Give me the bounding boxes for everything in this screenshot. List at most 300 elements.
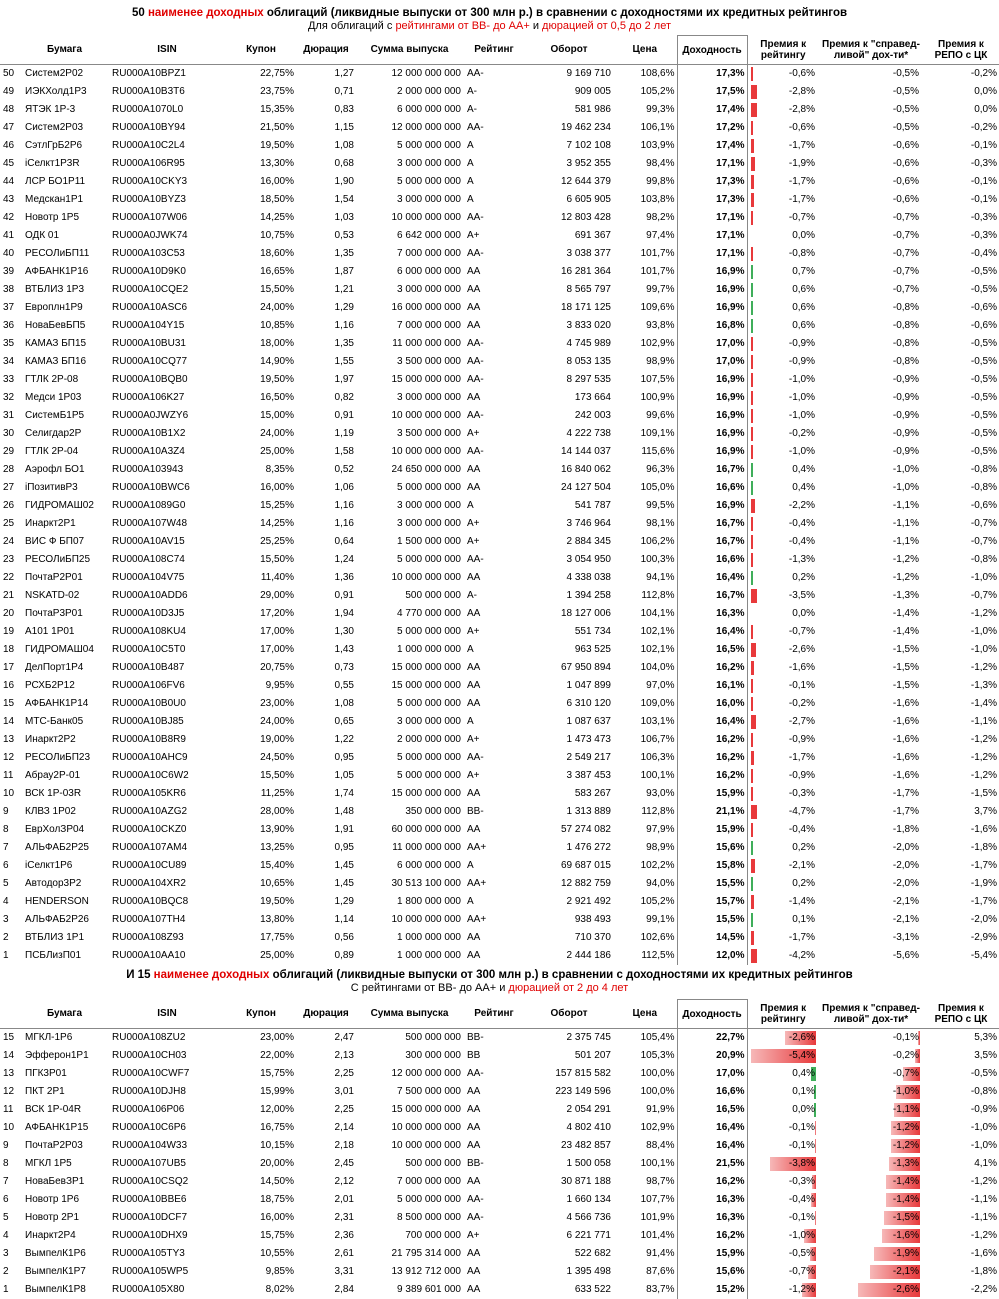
premium-value: 0,6% <box>792 302 815 313</box>
premium-bar <box>751 139 755 153</box>
cell-bond-name: Систем2Р02 <box>25 68 84 79</box>
cell-bond-name: Инаркт2Р4 <box>25 1230 76 1241</box>
cell-rating-premium <box>747 785 819 803</box>
cell-fair-yield-premium: -0,9% <box>892 374 919 385</box>
cell-isin: RU000A106K27 <box>112 392 185 403</box>
table-row <box>0 83 999 101</box>
cell-rating-premium <box>747 479 819 497</box>
cell-duration: 0,89 <box>334 950 354 961</box>
cell-yield: 15,9% <box>677 785 747 803</box>
cell-row-number: 14 <box>3 1050 15 1061</box>
cell-yield: 16,0% <box>677 695 747 713</box>
cell-coupon: 19,00% <box>260 734 294 745</box>
premium-value: 0,1% <box>792 914 815 925</box>
cell-rating: AA <box>467 1104 481 1115</box>
cell-fair-yield-premium <box>819 1047 923 1065</box>
cell-issue-size: 1 000 000 000 <box>397 932 461 943</box>
premium-bar <box>751 193 755 207</box>
cell-price: 100,3% <box>640 554 675 565</box>
cell-yield: 15,5% <box>677 911 747 929</box>
cell-rating-premium <box>747 245 819 263</box>
premium-bar <box>751 517 753 531</box>
cell-bond-name: ИЭКХолд1Р3 <box>25 86 87 97</box>
cell-price: 94,0% <box>646 878 675 889</box>
cell-yield: 16,9% <box>677 425 747 443</box>
cell-duration: 1,15 <box>334 122 354 133</box>
premium-bar <box>751 625 753 639</box>
section2-title-post: облигаций (ликвидные выпуски от 300 млн р.) в сравнении с доходностями их кредитных рейтингов <box>269 969 853 981</box>
cell-issue-size: 9 389 601 000 <box>397 1284 461 1295</box>
cell-isin: RU000A107TH4 <box>112 914 186 925</box>
cell-bond-name: ВымпелК1Р7 <box>25 1266 86 1277</box>
cell-duration: 1,22 <box>334 734 354 745</box>
cell-repo-premium: 0,0% <box>974 104 997 115</box>
cell-isin: RU000A104V75 <box>112 572 185 583</box>
cell-rating-premium <box>747 731 819 749</box>
cell-coupon: 16,50% <box>260 392 294 403</box>
premium-value: -2,1% <box>788 860 815 871</box>
premium-value: 0,2% <box>792 878 815 889</box>
section2-subtitle-red: дюрацией от 2 до 4 лет <box>508 982 629 994</box>
cell-repo-premium: -2,2% <box>970 1284 997 1295</box>
cell-rating: AA <box>467 1122 481 1133</box>
cell-row-number: 19 <box>3 626 15 637</box>
premium-bar <box>751 643 757 657</box>
cell-bond-name: АФБАНК1Р16 <box>25 266 89 277</box>
premium-value: -0,7% <box>892 1068 919 1079</box>
cell-issue-size: 5 000 000 000 <box>397 770 461 781</box>
cell-bond-name: ВТБЛИЗ 1Р3 <box>25 284 85 295</box>
cell-fair-yield-premium: -1,0% <box>892 482 919 493</box>
premium-bar <box>751 121 753 135</box>
cell-rating-premium <box>747 425 819 443</box>
table-row <box>0 101 999 119</box>
cell-turnover: 69 687 015 <box>560 860 611 871</box>
cell-rating: A+ <box>467 428 480 439</box>
cell-bond-name: СистемБ1Р5 <box>25 410 85 421</box>
premium-value: -1,6% <box>892 1230 919 1241</box>
premium-value: -1,7% <box>788 140 815 151</box>
cell-issue-size: 5 000 000 000 <box>397 752 461 763</box>
cell-bond-name: Новотр 2Р1 <box>25 1212 80 1223</box>
cell-bond-name: Новотр 1Р6 <box>25 1194 80 1205</box>
cell-rating-premium <box>747 821 819 839</box>
cell-turnover: 1 476 272 <box>566 842 611 853</box>
cell-row-number: 29 <box>3 446 15 457</box>
cell-price: 96,3% <box>646 464 675 475</box>
table-row <box>0 695 999 713</box>
cell-fair-yield-premium <box>819 1281 923 1299</box>
premium-value: -1,9% <box>892 1248 919 1259</box>
cell-isin: RU000A0JWZY6 <box>112 410 189 421</box>
table-row <box>0 767 999 785</box>
cell-row-number: 34 <box>3 356 15 367</box>
cell-row-number: 10 <box>3 1122 15 1133</box>
cell-row-number: 1 <box>3 1284 9 1295</box>
premium-value: 0,7% <box>792 266 815 277</box>
cell-duration: 2,18 <box>334 1140 354 1151</box>
cell-yield: 17,0% <box>677 353 747 371</box>
cell-coupon: 22,00% <box>260 1050 294 1061</box>
cell-price: 112,5% <box>641 950 675 961</box>
cell-bond-name: ГТЛК 2Р-04 <box>25 446 79 457</box>
cell-fair-yield-premium: -0,7% <box>892 212 919 223</box>
premium-bar <box>751 337 753 351</box>
cell-isin: RU000A10C6P6 <box>112 1122 186 1133</box>
cell-repo-premium: -1,2% <box>970 770 997 781</box>
cell-fair-yield-premium: -1,6% <box>892 698 919 709</box>
cell-isin: RU000A1070L0 <box>112 104 184 115</box>
cell-repo-premium: -1,2% <box>970 608 997 619</box>
cell-coupon: 23,00% <box>260 698 294 709</box>
cell-rating: AA- <box>467 68 484 79</box>
cell-bond-name: ВСК 1Р-03R <box>25 788 82 799</box>
section2-title-pre: И 15 <box>126 969 154 981</box>
cell-repo-premium: -0,5% <box>970 338 997 349</box>
cell-rating-premium <box>747 857 819 875</box>
cell-price: 101,9% <box>640 1212 675 1223</box>
cell-issue-size: 15 000 000 000 <box>391 374 461 385</box>
cell-rating-premium <box>747 1101 819 1119</box>
cell-coupon: 15,00% <box>260 410 294 421</box>
cell-price: 108,6% <box>640 68 675 79</box>
cell-price: 99,3% <box>646 104 675 115</box>
cell-isin: RU000A10D9K0 <box>112 266 186 277</box>
cell-duration: 1,24 <box>334 554 354 565</box>
cell-bond-name: ГИДРОМАШ02 <box>25 500 94 511</box>
premium-value: -0,4% <box>788 518 815 529</box>
table-row <box>0 263 999 281</box>
premium-value: -1,2% <box>892 1122 919 1133</box>
cell-issue-size: 300 000 000 <box>405 1050 461 1061</box>
cell-fair-yield-premium: -0,8% <box>892 356 919 367</box>
cell-rating-premium <box>747 209 819 227</box>
cell-price: 106,2% <box>640 536 675 547</box>
cell-duration: 2,61 <box>334 1248 354 1259</box>
premium-value: -1,0% <box>788 392 815 403</box>
cell-isin: RU000A108ZU2 <box>112 1032 186 1043</box>
cell-row-number: 50 <box>3 68 15 79</box>
premium-value: -1,7% <box>788 194 815 205</box>
cell-issue-size: 3 000 000 000 <box>397 158 461 169</box>
cell-yield: 15,9% <box>677 1245 747 1263</box>
cell-duration: 1,27 <box>334 68 354 79</box>
cell-repo-premium: -0,5% <box>970 284 997 295</box>
table-row <box>0 623 999 641</box>
table-row <box>0 659 999 677</box>
header-coupon: Купон <box>226 36 296 65</box>
cell-bond-name: АФБАНК1Р14 <box>25 698 89 709</box>
cell-yield: 16,4% <box>677 623 747 641</box>
cell-bond-name: iСелкт1Р3R <box>25 158 80 169</box>
cell-price: 98,9% <box>646 356 675 367</box>
cell-repo-premium: -1,8% <box>970 842 997 853</box>
premium-value: -2,6% <box>892 1284 919 1295</box>
cell-yield: 16,4% <box>677 1137 747 1155</box>
table-row <box>0 191 999 209</box>
cell-fair-yield-premium: -0,9% <box>892 392 919 403</box>
cell-coupon: 20,00% <box>260 1158 294 1169</box>
cell-yield: 17,3% <box>677 65 747 84</box>
cell-issue-size: 350 000 000 <box>405 806 461 817</box>
cell-isin: RU000A10BQB0 <box>112 374 188 385</box>
cell-row-number: 3 <box>3 914 9 925</box>
cell-bond-name: ВИС Ф БП07 <box>25 536 85 547</box>
premium-value: -1,9% <box>788 158 815 169</box>
cell-row-number: 8 <box>3 1158 9 1169</box>
cell-fair-yield-premium: -1,5% <box>892 662 919 673</box>
table-row <box>0 119 999 137</box>
cell-rating-premium <box>747 551 819 569</box>
cell-isin: RU000A104Y15 <box>112 320 185 331</box>
cell-row-number: 7 <box>3 842 9 853</box>
cell-isin: RU000A0JWK74 <box>112 230 188 241</box>
cell-coupon: 19,50% <box>260 374 294 385</box>
cell-price: 107,7% <box>640 1194 675 1205</box>
cell-yield: 16,9% <box>677 263 747 281</box>
cell-price: 99,7% <box>646 284 675 295</box>
cell-rating-premium <box>747 137 819 155</box>
premium-value: 0,4% <box>792 482 815 493</box>
cell-repo-premium: -1,7% <box>970 860 997 871</box>
cell-turnover: 581 986 <box>574 104 611 115</box>
cell-duration: 2,12 <box>334 1176 354 1187</box>
premium-value: -3,8% <box>788 1158 815 1169</box>
cell-duration: 0,95 <box>334 752 354 763</box>
cell-price: 102,1% <box>640 626 675 637</box>
cell-duration: 1,97 <box>334 374 354 385</box>
cell-row-number: 43 <box>3 194 15 205</box>
cell-yield: 16,2% <box>677 1173 747 1191</box>
cell-duration: 1,35 <box>334 248 354 259</box>
cell-issue-size: 3 500 000 000 <box>397 428 461 439</box>
premium-value: -1,4% <box>892 1194 919 1205</box>
cell-issue-size: 21 795 314 000 <box>391 1248 461 1259</box>
cell-rating: AA <box>467 662 481 673</box>
cell-rating-premium <box>747 911 819 929</box>
cell-isin: RU000A10B1X2 <box>112 428 186 439</box>
cell-coupon: 10,15% <box>260 1140 294 1151</box>
cell-price: 112,8% <box>641 590 675 601</box>
cell-fair-yield-premium <box>819 1263 923 1281</box>
cell-issue-size: 6 000 000 000 <box>397 860 461 871</box>
cell-turnover: 4 566 736 <box>566 1212 611 1223</box>
cell-bond-name: Медскан1Р1 <box>25 194 84 205</box>
cell-fair-yield-premium <box>819 1155 923 1173</box>
cell-fair-yield-premium <box>819 1191 923 1209</box>
cell-turnover: 6 221 771 <box>566 1230 611 1241</box>
cell-fair-yield-premium <box>819 1227 923 1245</box>
cell-yield: 17,2% <box>677 119 747 137</box>
cell-issue-size: 15 000 000 000 <box>391 788 461 799</box>
cell-price: 112,8% <box>641 806 675 817</box>
cell-issue-size: 12 000 000 000 <box>391 1068 461 1079</box>
cell-yield: 16,9% <box>677 443 747 461</box>
cell-issue-size: 6 000 000 000 <box>397 104 461 115</box>
cell-duration: 3,31 <box>334 1266 354 1277</box>
cell-repo-premium: -1,5% <box>970 788 997 799</box>
cell-row-number: 25 <box>3 518 15 529</box>
cell-coupon: 16,00% <box>260 1212 294 1223</box>
cell-issue-size: 10 000 000 000 <box>391 410 461 421</box>
cell-yield: 16,5% <box>677 641 747 659</box>
cell-yield: 16,1% <box>677 677 747 695</box>
cell-yield: 22,7% <box>677 1029 747 1048</box>
table-row <box>0 641 999 659</box>
premium-bar <box>751 841 753 855</box>
cell-issue-size: 3 000 000 000 <box>397 518 461 529</box>
cell-repo-premium: -0,5% <box>970 356 997 367</box>
cell-row-number: 5 <box>3 878 9 889</box>
cell-coupon: 15,40% <box>260 860 294 871</box>
cell-issue-size: 5 000 000 000 <box>397 626 461 637</box>
cell-duration: 1,08 <box>334 698 354 709</box>
cell-price: 93,0% <box>646 788 675 799</box>
cell-coupon: 29,00% <box>260 590 294 601</box>
cell-coupon: 18,50% <box>260 194 294 205</box>
header-yield: Доходность <box>677 1000 747 1029</box>
cell-row-number: 18 <box>3 644 15 655</box>
cell-turnover: 8 053 135 <box>566 356 611 367</box>
premium-value: -0,1% <box>788 1212 815 1223</box>
cell-isin: RU000A10BYZ3 <box>112 194 186 205</box>
premium-value: -1,1% <box>892 1104 919 1115</box>
cell-turnover: 24 127 504 <box>560 482 611 493</box>
cell-turnover: 67 950 894 <box>560 662 611 673</box>
cell-isin: RU000A105X80 <box>112 1284 185 1295</box>
cell-coupon: 13,25% <box>260 842 294 853</box>
cell-bond-name: NSKATD-02 <box>25 590 80 601</box>
cell-turnover: 9 169 710 <box>566 68 611 79</box>
premium-bar <box>751 679 753 693</box>
table-row <box>0 1263 999 1281</box>
cell-turnover: 242 003 <box>574 410 611 421</box>
cell-duration: 1,91 <box>334 824 354 835</box>
cell-price: 102,2% <box>640 860 675 871</box>
cell-coupon: 18,00% <box>260 338 294 349</box>
premium-bar <box>751 787 753 801</box>
cell-issue-size: 15 000 000 000 <box>391 1104 461 1115</box>
cell-bond-name: НоваБевБП5 <box>25 320 86 331</box>
table-row <box>0 1209 999 1227</box>
cell-duration: 1,05 <box>334 770 354 781</box>
cell-rating: AA- <box>467 212 484 223</box>
cell-coupon: 19,50% <box>260 140 294 151</box>
table-row <box>0 857 999 875</box>
table-row <box>0 407 999 425</box>
cell-row-number: 35 <box>3 338 15 349</box>
cell-row-number: 27 <box>3 482 15 493</box>
cell-fair-yield-premium: -0,5% <box>892 104 919 115</box>
cell-price: 106,7% <box>640 734 675 745</box>
cell-rating: BB <box>467 1050 481 1061</box>
cell-yield: 12,0% <box>677 947 747 965</box>
header-duration: Дюрация <box>296 36 356 65</box>
cell-price: 105,2% <box>640 896 675 907</box>
cell-price: 98,1% <box>646 518 675 529</box>
table-row <box>0 1155 999 1173</box>
cell-issue-size: 7 000 000 000 <box>397 320 461 331</box>
cell-duration: 0,91 <box>334 590 354 601</box>
header-rating-premium: Премия к рейтингу <box>747 1000 819 1029</box>
cell-yield: 16,3% <box>677 1191 747 1209</box>
header-row-number <box>0 1000 21 1029</box>
cell-rating: A- <box>467 104 477 115</box>
cell-row-number: 13 <box>3 1068 15 1079</box>
cell-turnover: 16 281 364 <box>560 266 611 277</box>
cell-rating-premium <box>747 767 819 785</box>
cell-issue-size: 3 000 000 000 <box>397 284 461 295</box>
cell-row-number: 6 <box>3 1194 9 1205</box>
table-row <box>0 587 999 605</box>
table-row <box>0 137 999 155</box>
cell-fair-yield-premium: -2,0% <box>892 842 919 853</box>
premium-bar <box>751 355 753 369</box>
cell-issue-size: 10 000 000 000 <box>391 572 461 583</box>
cell-duration: 1,55 <box>334 356 354 367</box>
cell-repo-premium: -0,5% <box>970 374 997 385</box>
cell-price: 97,0% <box>646 680 675 691</box>
premium-bar <box>751 67 753 81</box>
cell-coupon: 14,25% <box>260 518 294 529</box>
cell-duration: 1,54 <box>334 194 354 205</box>
cell-duration: 0,64 <box>334 536 354 547</box>
cell-issue-size: 4 770 000 000 <box>397 608 461 619</box>
cell-isin: RU000A103943 <box>112 464 184 475</box>
cell-duration: 1,16 <box>334 518 354 529</box>
premium-bar <box>751 427 753 441</box>
cell-rating: AA- <box>467 1212 484 1223</box>
header-turnover: Оборот <box>525 1000 613 1029</box>
table-row <box>0 1191 999 1209</box>
cell-price: 103,8% <box>640 194 675 205</box>
cell-price: 101,4% <box>640 1230 675 1241</box>
cell-repo-premium: -1,6% <box>970 1248 997 1259</box>
premium-value: -2,6% <box>788 644 815 655</box>
cell-rating: A <box>467 860 474 871</box>
cell-coupon: 25,00% <box>260 446 294 457</box>
cell-duration: 1,90 <box>334 176 354 187</box>
cell-fair-yield-premium: -1,6% <box>892 752 919 763</box>
cell-repo-premium: -0,7% <box>970 590 997 601</box>
cell-price: 98,2% <box>646 212 675 223</box>
cell-fair-yield-premium: -2,1% <box>892 896 919 907</box>
premium-bar <box>751 949 757 963</box>
cell-turnover: 3 952 355 <box>566 158 611 169</box>
cell-duration: 1,58 <box>334 446 354 457</box>
premium-value: -1,7% <box>788 752 815 763</box>
cell-row-number: 2 <box>3 1266 9 1277</box>
premium-bar <box>751 283 753 297</box>
cell-duration: 2,47 <box>334 1032 354 1043</box>
premium-bar <box>751 697 753 711</box>
cell-fair-yield-premium: -1,6% <box>892 716 919 727</box>
cell-turnover: 6 310 120 <box>566 698 611 709</box>
header-fair-yield-premium: Премия к "справед-ливой" дох-ти* <box>819 1000 923 1029</box>
cell-repo-premium: -0,8% <box>970 464 997 475</box>
cell-fair-yield-premium: -1,1% <box>892 518 919 529</box>
cell-issue-size: 6 000 000 000 <box>397 266 461 277</box>
cell-turnover: 19 462 234 <box>560 122 611 133</box>
cell-turnover: 57 274 082 <box>560 824 611 835</box>
cell-bond-name: РСХБ2Р12 <box>25 680 75 691</box>
cell-turnover: 551 734 <box>574 626 611 637</box>
cell-yield: 16,5% <box>677 1101 747 1119</box>
cell-rating: AA+ <box>467 842 487 853</box>
table-row <box>0 425 999 443</box>
cell-rating-premium <box>747 1065 819 1083</box>
cell-turnover: 938 493 <box>574 914 611 925</box>
